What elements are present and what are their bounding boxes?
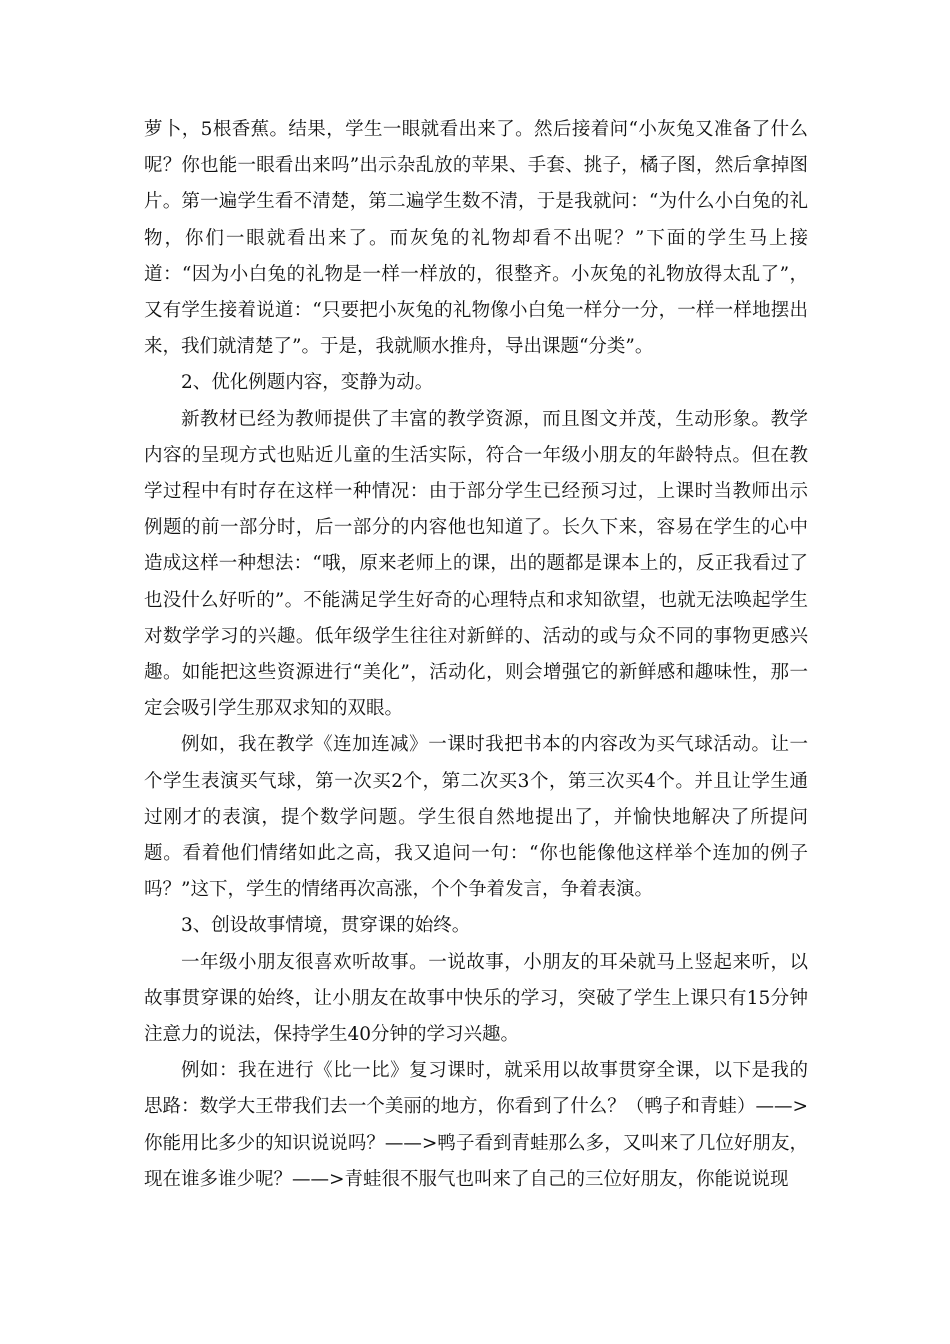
paragraph-intro-continued: 萝卜，5根香蕉。结果，学生一眼就看出来了。然后接着问“小灰兔又准备了什么呢？你也能一眼看出来吗”出示杂乱放的苹果、手套、挑子，橘子图，然后拿掉图片。第一遍学生看不清楚，第二遍学生数不清，于是我就问：“为什么小白兔的礼物，你们一眼就看出来了。而灰兔的礼物却看不出呢？”下面的学生马上接道：“因为小白兔的礼物是一样一样放的，很整齐。小灰兔的礼物放得太乱了”，又有学生接着说道：“只要把小灰兔的礼物像小白兔一样分一分，一样一样地摆出来，我们就清楚了”。于是，我就顺水推舟，导出课题“分类”。 <box>144 119 808 358</box>
paragraph-new-textbook: 新教材已经为教师提供了丰富的教学资源，而且图文并茂，生动形象。教学内容的呈现方式也贴近儿童的生活实际，符合一年级小朋友的年龄特点。但在教学过程中有时存在这样一种情况：由于部分学生已经预习过，上课时当教师出示例题的前一部分时，后一部分的内容他也知道了。长久下来，容易在学生的心中造成这样一种想法：“哦，原来老师上的课，出的题都是课本上的，反正我看过了也没什么好听的”。不能满足学生好奇的心理特点和求知欲望，也就无法唤起学生对数学学习的兴趣。低年级学生往往对新鲜的、活动的或与众不同的事物更感兴趣。如能把这些资源进行“美化”，活动化，则会增强它的新鲜感和趣味性，那一定会吸引学生那双求知的双眼。 <box>144 408 808 720</box>
paragraph-balloon-example: 例如，我在教学《连加连减》一课时我把书本的内容改为买气球活动。让一个学生表演买气球，第一次买2个，第二次买3个，第三次买4个。并且让学生通过刚才的表演，提个数学问题。学生很自然地提出了，并愉快地解决了所提问题。看着他们情绪如此之高，我又追问一句：“你也能像他这样举个连加的例子吗？”这下，学生的情绪再次高涨，个个争着发言，争着表演。 <box>144 734 808 901</box>
section-heading-3: 3、创设故事情境，贯穿课的始终。 <box>181 915 471 937</box>
paragraph-story-intro: 一年级小朋友很喜欢听故事。一说故事，小朋友的耳朵就马上竖起来听，以故事贯穿课的始终，让小朋友在故事中快乐的学习，突破了学生上课只有15分钟注意力的说法，保持学生40分钟的学习兴趣。 <box>144 951 808 1046</box>
paragraph-compare-example: 例如：我在进行《比一比》复习课时，就采用以故事贯穿全课，以下是我的思路：数学大王带我们去一个美丽的地方，你看到了什么？（鸭子和青蛙）——>你能用比多少的知识说说吗？——>鸭子看到青蛙那么多，又叫来了几位好朋友，现在谁多谁少呢？——>青蛙很不服气也叫来了自己的三位好朋友，你能说说现 <box>144 1060 808 1190</box>
section-heading-2: 2、优化例题内容，变静为动。 <box>181 372 434 394</box>
document-body <box>144 112 808 1198</box>
